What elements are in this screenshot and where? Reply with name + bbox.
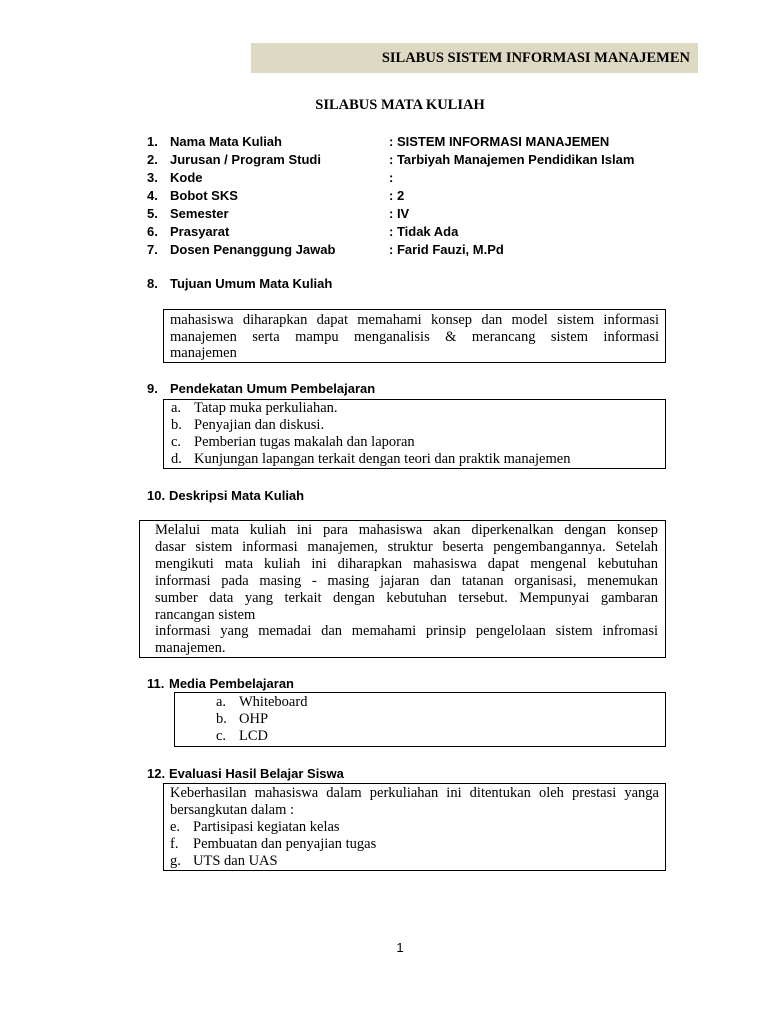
page-title: SILABUS MATA KULIAH: [315, 97, 485, 113]
section-title: Media Pembelajaran: [169, 676, 294, 691]
list-text: UTS dan UAS: [193, 852, 278, 869]
info-value: : Farid Fauzi, M.Pd: [389, 242, 504, 257]
list-marker: c.: [216, 728, 227, 744]
info-label: Nama Mata Kuliah: [170, 134, 282, 149]
list-item: [170, 853, 659, 870]
tujuan-box: [163, 309, 666, 363]
deskripsi-line: Melalui mata kuliah ini para mahasiswa akan diperkenalkan dengan konsep: [155, 522, 658, 538]
section-title: Pendekatan Umum Pembelajaran: [170, 381, 376, 396]
info-value: :: [389, 170, 394, 185]
info-number: 1.: [147, 134, 158, 149]
list-text: Whiteboard: [239, 694, 308, 710]
deskripsi-line: mengikuti mata kuliah ini diharapkan mahasiswa dapat mengenal kebutuhan: [155, 555, 658, 572]
section-heading-evaluasi: [147, 766, 344, 781]
info-number: 4.: [147, 188, 158, 203]
list-marker: a.: [216, 694, 227, 710]
section-number: 8.: [147, 276, 158, 291]
list-text: Pemberian tugas makalah dan laporan: [194, 434, 415, 450]
section-title: Deskripsi Mata Kuliah: [169, 488, 305, 503]
list-item: [216, 711, 665, 728]
deskripsi-line: rancangan sistem: [155, 606, 256, 623]
section-heading-tujuan: [147, 276, 332, 291]
section-heading-deskripsi: [147, 488, 304, 503]
list-marker: b.: [171, 417, 182, 433]
info-value: : 2: [389, 188, 405, 203]
section-number: 12.: [147, 766, 166, 781]
list-text: Pembuatan dan penyajian tugas: [193, 835, 377, 852]
page-number: 1: [396, 940, 404, 955]
deskripsi-line: informasi pada masing - masing jajaran dan tatanan organisasi, menemukan: [155, 572, 658, 589]
info-value: : Tidak Ada: [389, 224, 459, 239]
evaluasi-intro-line: bersangkutan dalam :: [170, 801, 295, 818]
list-marker: c.: [171, 434, 182, 450]
evaluasi-list: [170, 819, 659, 870]
info-label: Semester: [170, 206, 229, 221]
list-marker: d.: [171, 451, 182, 467]
section-number: 11.: [147, 676, 165, 691]
list-item: [171, 451, 665, 468]
list-item: [216, 728, 665, 745]
list-text: Partisipasi kegiatan kelas: [193, 818, 340, 835]
list-text: OHP: [239, 711, 269, 727]
pendekatan-box: [163, 399, 666, 469]
deskripsi-box: [139, 520, 666, 658]
info-label: Dosen Penanggung Jawab: [170, 242, 336, 257]
list-item: [171, 417, 665, 434]
list-text: Tatap muka perkuliahan.: [194, 400, 338, 416]
info-value: : IV: [389, 206, 410, 221]
info-value: : SISTEM INFORMASI MANAJEMEN: [389, 134, 610, 149]
info-number: 2.: [147, 152, 158, 167]
list-marker: b.: [216, 711, 227, 727]
section-title: Tujuan Umum Mata Kuliah: [170, 276, 333, 291]
tujuan-line: manajemen serta mampu menganalisis & merancang sistem informasi: [170, 328, 659, 345]
info-number: 3.: [147, 170, 158, 185]
deskripsi-line: informasi yang memadai dan memahami prinsip pengelolaan sistem infromasi: [155, 623, 658, 640]
list-text: Penyajian dan diskusi.: [194, 417, 325, 433]
info-number: 7.: [147, 242, 158, 257]
info-label: Jurusan / Program Studi: [170, 152, 321, 167]
info-label: Prasyarat: [170, 224, 230, 239]
info-value: : Tarbiyah Manajemen Pendidikan Islam: [389, 152, 635, 167]
media-box: [174, 692, 666, 747]
list-item: [170, 819, 659, 836]
info-number: 5.: [147, 206, 158, 221]
info-label: Kode: [170, 170, 203, 185]
header-banner: SILABUS SISTEM INFORMASI MANAJEMEN: [251, 43, 698, 73]
list-item: [216, 694, 665, 711]
list-marker: g.: [170, 852, 181, 869]
section-number: 9.: [147, 381, 158, 396]
section-number: 10.: [147, 488, 166, 503]
deskripsi-line: manajemen.: [155, 640, 226, 657]
list-marker: e.: [170, 818, 181, 835]
evaluasi-intro-line: Keberhasilan mahasiswa dalam perkuliahan ini ditentukan oleh prestasi yanga: [170, 785, 659, 801]
list-item: [171, 434, 665, 451]
evaluasi-box: [163, 783, 666, 871]
list-marker: a.: [171, 400, 182, 416]
list-text: Kunjungan lapangan terkait dengan teori dan praktik manajemen: [194, 451, 571, 467]
info-label: Bobot SKS: [170, 188, 238, 203]
list-item: [171, 400, 665, 417]
deskripsi-line: dasar sistem informasi manajemen, struktur beserta pengembangannya. Setelah: [155, 538, 658, 555]
section-heading-media: [147, 676, 294, 691]
section-title: Evaluasi Hasil Belajar Siswa: [169, 766, 344, 781]
tujuan-line: manajemen: [170, 345, 237, 361]
list-item: [170, 836, 659, 853]
list-text: LCD: [239, 728, 268, 744]
tujuan-line: mahasiswa diharapkan dapat memahami konsep dan model sistem informasi: [170, 312, 659, 328]
deskripsi-line: sumber data yang terkait dengan kebutuhan tersebut. Mempunyai gambaran: [155, 589, 658, 606]
info-number: 6.: [147, 224, 158, 239]
list-marker: f.: [170, 835, 179, 852]
section-heading-pendekatan: [147, 381, 375, 396]
